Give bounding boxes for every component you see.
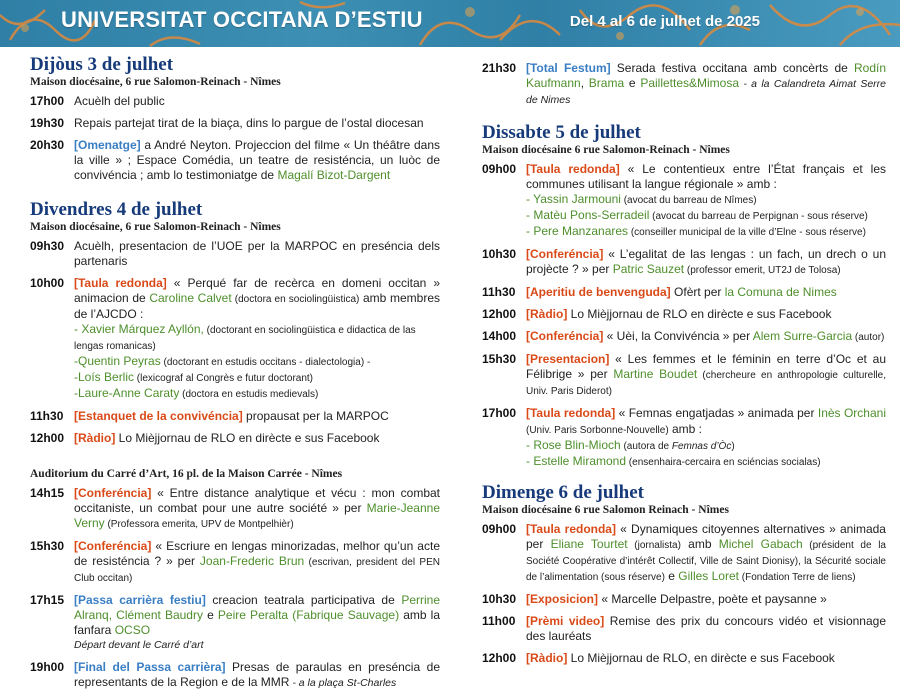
person-name: Perrine Alranq, Clément Baudry [74, 593, 440, 622]
event-item [30, 276, 440, 402]
participant-name: - Estelle Miramond [526, 454, 627, 468]
participant-line [526, 454, 886, 470]
event-time: 11h30 [30, 409, 64, 423]
event-time: 21h30 [482, 61, 517, 75]
person-name: Brama [588, 76, 625, 90]
event-item [30, 486, 440, 532]
participant-name: - Xavier Márquez Ayllón, [74, 322, 204, 336]
event-tag: [Taula redonda] [526, 162, 620, 176]
event-description [526, 162, 886, 240]
event-item [482, 162, 886, 240]
event-description [526, 285, 886, 300]
event-text: amb membres de l’AJCDO : [74, 291, 440, 321]
event-time: 09h00 [482, 162, 517, 176]
event-tag: [Taula redonda] [526, 522, 616, 536]
participant-note: (doctora en estudis medievals) [179, 389, 319, 400]
event-text: Lo Mièjjornau de RLO, en dirècte e sus Facebook [567, 651, 835, 665]
person-name: Michel Gabach [718, 537, 803, 551]
event-tag: [Exposicion] [526, 592, 599, 606]
person-note: (Fondation Terre de liens) [739, 572, 856, 583]
location-note: - a la Calandreta Aimat Serre de Nimes [526, 78, 886, 106]
event-time: 10h00 [30, 276, 65, 290]
event-item [482, 285, 886, 300]
event-item [482, 307, 886, 322]
event-text: e [202, 608, 218, 622]
event-time: 14h15 [30, 486, 65, 500]
event-time: 09h30 [30, 239, 65, 253]
person-name: Magalí Bizot-Dargent [277, 168, 391, 182]
day-heading-sunday: Dimenge 6 de julhet [482, 482, 645, 503]
person-name: Joan-Frederic Brun [199, 554, 305, 568]
participant-line [74, 354, 440, 370]
participant-name: -Quentin Peyras [74, 354, 161, 368]
person-name: OCSO [114, 623, 151, 637]
participant-note: ) [731, 441, 735, 452]
event-description [526, 329, 886, 345]
event-item [30, 138, 440, 183]
event-item [482, 614, 886, 644]
event-time: 12h00 [482, 307, 517, 321]
event-text: Repais partejat tirat de la biaça, dins lo pargue de l’ostal diocesan [74, 116, 424, 130]
person-note: (jornalista) [627, 540, 681, 551]
event-item [482, 61, 886, 108]
event-description [74, 138, 440, 183]
event-description [526, 307, 886, 322]
day-heading-thursday: Dijòus 3 de julhet [30, 54, 174, 75]
participant-name: - Matèu Pons-Serradeil [526, 208, 650, 222]
event-tag: [Passa carrièra festiu] [74, 593, 206, 607]
event-time: 14h00 [482, 329, 517, 343]
event-time: 15h30 [30, 539, 65, 553]
event-dates: Del 4 al 6 de julhet de 2025 [569, 13, 760, 30]
participant-line [526, 438, 886, 454]
person-name: Gilles Loret [678, 569, 739, 583]
person-name: Alem Surre-Garcia [752, 329, 853, 343]
participant-note: (autora de [620, 441, 672, 452]
event-text: « Le contentieux entre l’État français et les communes utilisant la langue régionale » amb : [526, 162, 886, 191]
event-description [74, 539, 440, 586]
person-note: (doctora en sociolingüistica) [231, 294, 360, 305]
right-column [482, 61, 886, 673]
event-item [482, 247, 886, 278]
event-text: « Les femmes et le féminin en terre d’Oc et au Félibrige » per [526, 352, 886, 381]
event-description [74, 276, 440, 402]
person-name: Rodín Kaufmann [526, 61, 887, 90]
event-time: 10h30 [482, 592, 517, 606]
left-column [30, 55, 440, 698]
event-time: 15h30 [482, 352, 517, 366]
participant-note: (conseiller municipal de la ville d’Elne - sous réserve) [628, 227, 866, 238]
person-name: Eliane Tourtet [550, 537, 628, 551]
participant-line [74, 370, 440, 386]
person-name: Caroline Calvet [149, 291, 232, 305]
event-tag: [Estanquet de la convivéncia] [74, 409, 243, 423]
event-time: 20h30 [30, 138, 65, 152]
person-note: (président de la Société Coopérative d’intérêt Collectif, Ville de Saint Dionisy), la Sécurité sociale de l’alimentation (sous réserve) [526, 540, 886, 583]
event-tag: [Omenatge] [74, 138, 141, 152]
event-item [30, 239, 440, 269]
event-time: 17h00 [482, 406, 517, 420]
event-time: 11h30 [482, 285, 516, 299]
event-text: e [624, 76, 641, 90]
event-description [74, 486, 440, 532]
event-text: amb [680, 537, 719, 551]
person-name: Inès Orchani [817, 406, 886, 420]
event-item [30, 539, 440, 586]
person-note: (autor) [852, 332, 885, 343]
person-name: Peire Peralta (Fabrique Sauvage) [217, 608, 400, 622]
event-item [30, 116, 440, 131]
person-name: la Comuna de Nimes [724, 285, 837, 299]
event-item [30, 431, 440, 446]
venue-line: Maison diocésaine 6 rue Salomon-Reinach - Nîmes [482, 144, 730, 156]
event-description [74, 431, 440, 446]
event-tag: [Final del Passa carrièra] [74, 660, 226, 674]
participant-line [526, 208, 886, 224]
event-text: Serada festiva occitana amb concèrts de [610, 61, 854, 75]
event-text: « Entre distance analytique et vécu : mon combat occitaniste, un combat pour une autre société » per [74, 486, 440, 515]
event-item [30, 593, 440, 653]
event-time: 19h30 [30, 116, 65, 130]
header-banner [0, 0, 900, 47]
event-text: amb : [668, 422, 703, 436]
event-text: amb la fanfara [74, 608, 440, 637]
event-item [482, 406, 886, 470]
venue-line: Maison diocésaine, 6 rue Salomon-Reinach - Nîmes [30, 221, 281, 233]
event-item [30, 94, 440, 109]
event-time: 19h00 [30, 660, 65, 674]
event-description [526, 522, 886, 585]
event-description [526, 614, 886, 644]
event-description [526, 61, 886, 108]
participant-note: Femnas d’Òc [671, 441, 732, 452]
event-tag: [Conferéncia] [526, 329, 604, 343]
participant-name: - Pere Manzanares [526, 224, 629, 238]
event-text: Acuèlh del public [74, 94, 165, 108]
person-note: (escrivan, president del PEN Club occitan) [74, 557, 440, 584]
event-text: Acuèlh, presentacion de l’UOE per la MARPOC en preséncia dels partenaris [74, 239, 440, 268]
person-note: (Professora emerita, UPV de Montpelhièr) [104, 519, 294, 530]
person-name: Paillettes&Mimosa [640, 76, 740, 90]
event-item [482, 522, 886, 585]
event-time: 17h15 [30, 593, 65, 607]
participant-name: -Laure-Anne Caraty [74, 386, 180, 400]
event-tag: [Presentacion] [526, 352, 610, 366]
event-time: 11h00 [482, 614, 516, 628]
person-name: Patric Sauzet [612, 262, 685, 276]
event-text: Ofèrt per [670, 285, 725, 299]
participant-note: (avocat du barreau de Nîmes) [620, 195, 757, 206]
event-description [526, 592, 886, 607]
participant-note: (doctorant en estudis occitans - dialectologia) - [160, 357, 371, 368]
event-tag: [Taula redonda] [526, 406, 616, 420]
event-item [482, 651, 886, 666]
venue-line: Maison diocésaine 6 rue Salomon Reinach - Nîmes [482, 504, 729, 516]
person-note: (chercheure en anthropologie culturelle, Univ. Paris Diderot) [526, 370, 886, 397]
event-description [74, 409, 440, 424]
participant-line [526, 224, 886, 240]
event-text: « Dynamiques citoyennes alternatives » animada per [526, 522, 886, 551]
event-text: a André Neyton. Projeccion del filme « Un théâtre dans la ville » ; Espace Comédia, un teatre de resisténcia, un luòc de convivéncia ; amb lo testimoniatge de [74, 138, 440, 182]
event-text: , [580, 76, 589, 90]
participant-note: (doctorant en sociolingüistica e didactica de las lengas romanicas) [74, 325, 416, 352]
event-tag: [Ràdio] [526, 651, 568, 665]
event-description [74, 593, 440, 653]
event-tag: [Conferéncia] [526, 247, 604, 261]
person-name: Marie-Jeanne Verny [74, 501, 440, 530]
page-title: UNIVERSITAT OCCITANA D’ESTIU [61, 7, 423, 32]
participant-line [526, 192, 886, 208]
event-time: 10h30 [482, 247, 517, 261]
event-text: propausat per la MARPOC [242, 409, 389, 423]
event-text: « Marcelle Delpastre, poète et paysanne » [598, 592, 827, 606]
person-name: Martine Boudet [613, 367, 698, 381]
event-tag: [Total Festum] [526, 61, 611, 75]
participant-note: (ensenhaira-cercaira en sciéncias socialas) [626, 457, 821, 468]
event-item [482, 352, 886, 399]
event-time: 12h00 [482, 651, 517, 665]
participant-note: (avocat du barreau de Perpignan - sous réserve) [649, 211, 868, 222]
event-description [526, 352, 886, 399]
event-text: Remise des prix du concours vidéo et visionnage des lauréats [526, 614, 886, 643]
event-item [482, 592, 886, 607]
event-time: 12h00 [30, 431, 65, 445]
participant-line [74, 322, 440, 354]
event-description [526, 406, 886, 470]
event-text: « Uèi, la Convivéncia » per [603, 329, 753, 343]
event-item [30, 409, 440, 424]
participant-name: - Yassin Jarmouni [526, 192, 621, 206]
location-note: Départ devant le Carré d’art [74, 639, 204, 651]
event-text: « Femnas engatjadas » animada per [615, 406, 818, 420]
event-item [482, 329, 886, 345]
venue-line: Maison diocésaine, 6 rue Salomon-Reinach - Nîmes [30, 76, 281, 88]
event-tag: [Aperitiu de benvenguda] [526, 285, 671, 299]
event-tag: [Ràdio] [526, 307, 568, 321]
event-tag: [Conferéncia] [74, 539, 152, 553]
event-text: e [664, 569, 679, 583]
location-note: - a la plaça St-Charles [289, 677, 397, 689]
event-description [526, 651, 886, 666]
person-note: (Univ. Paris Sorbonne-Nouvelle) [526, 425, 669, 436]
day-heading-friday: Divendres 4 de julhet [30, 199, 203, 220]
participant-name: - Rose Blin-Mioch [526, 438, 621, 452]
event-item [30, 660, 440, 691]
participant-name: -Loís Berlic [74, 370, 135, 384]
event-tag: [Taula redonda] [74, 276, 167, 290]
event-time: 09h00 [482, 522, 517, 536]
event-text: Presas de paraulas en preséncia de representants de la Region e de la MMR [74, 660, 440, 689]
person-note: (professor emerit, UT2J de Tolosa) [684, 265, 841, 276]
event-tag: [Prèmi video] [526, 614, 605, 628]
event-text: « L’egalitat de las lengas : un fach, un drech o un projècte ? » per [526, 247, 886, 276]
event-tag: [Conferéncia] [74, 486, 152, 500]
event-description [526, 247, 886, 278]
day-heading-saturday: Dissabte 5 de julhet [482, 122, 641, 143]
event-text: « Escriure en lengas minorizadas, melhor qu’un acte de resisténcia ? » per [74, 539, 440, 568]
event-text: creacion teatrala participativa de [205, 593, 402, 607]
event-text: Lo Mièjjornau de RLO en dirècte e sus Facebook [115, 431, 380, 445]
event-description [74, 660, 440, 691]
event-time: 17h00 [30, 94, 65, 108]
participant-note: (lexicograf al Congrès e futur doctorant) [134, 373, 314, 384]
event-text: Lo Mièjjornau de RLO en dirècte e sus Facebook [567, 307, 832, 321]
participant-line [74, 386, 440, 402]
event-text: « Perqué far de recèrca en domeni occitan » animacion de [74, 276, 440, 305]
event-tag: [Ràdio] [74, 431, 116, 445]
venue-line: Auditorium du Carré d’Art, 16 pl. de la Maison Carrée - Nîmes [30, 468, 343, 480]
